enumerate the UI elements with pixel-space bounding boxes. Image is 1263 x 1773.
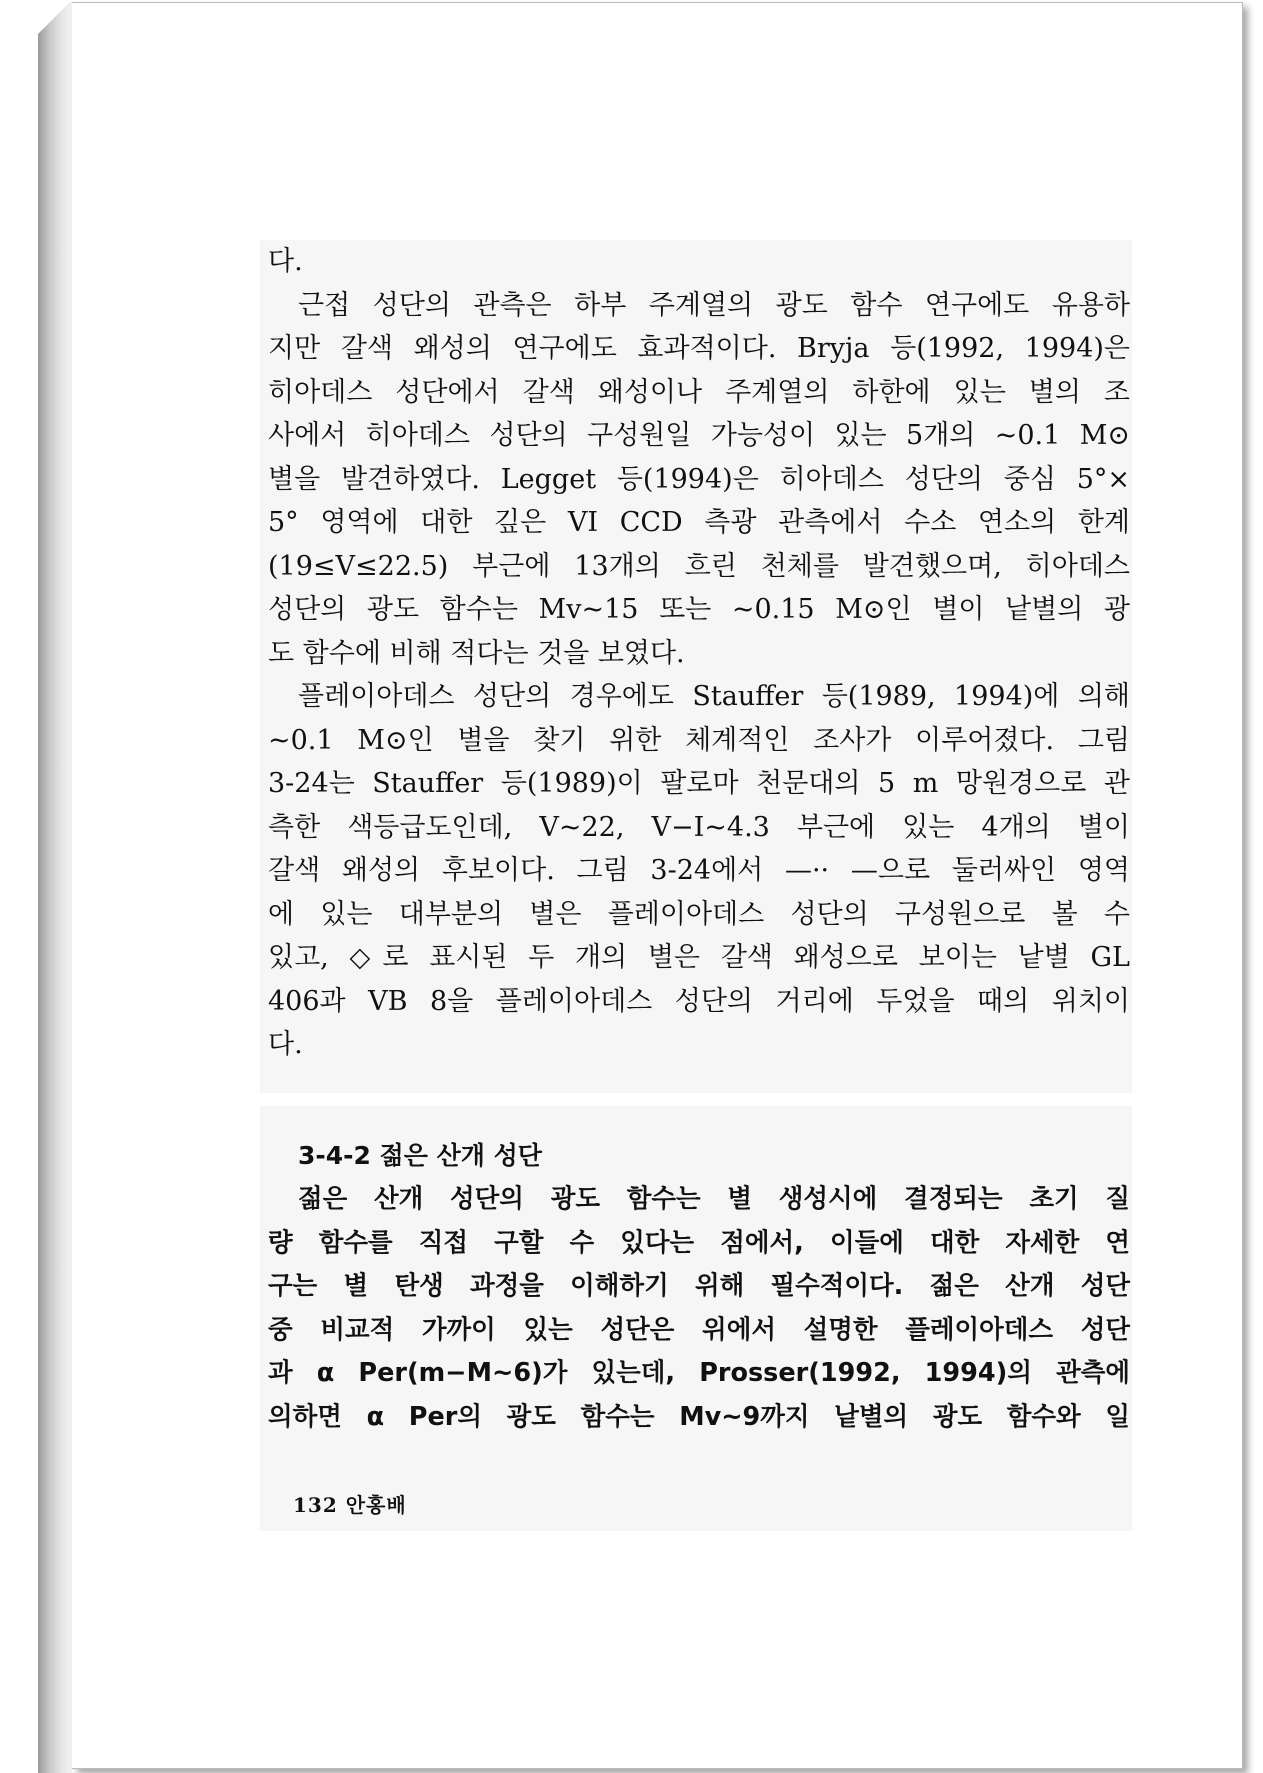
text-line: 사에서 히아데스 성단의 구성원일 가능성이 있는 5개의 ~0.1 M⊙ <box>268 420 1130 451</box>
text-line: 플레이아데스 성단의 경우에도 Stauffer 등(1989, 1994)에 의해 <box>298 681 1130 712</box>
text-line: 근접 성단의 관측은 하부 주계열의 광도 함수 연구에도 유용하 <box>298 289 1130 321</box>
book-spine <box>38 0 72 1773</box>
text-line: 히아데스 성단에서 갈색 왜성이나 주계열의 하한에 있는 별의 조 <box>268 376 1130 408</box>
paragraph-continued <box>268 240 1130 284</box>
text-line: ~0.1 M⊙인 별을 찾기 위한 체계적인 조사가 이루어졌다. 그림 <box>268 724 1130 756</box>
text-line: 다. <box>268 246 303 277</box>
page-folio: 132 안홍배 <box>293 1493 407 1517</box>
body-text-bottom <box>268 1178 1130 1439</box>
text-line: 갈색 왜성의 후보이다. 그림 3-24에서 —·· —으로 둘러싸인 영역 <box>268 855 1130 886</box>
text-line: 3-24는 Stauffer 등(1989)이 팔로마 천문대의 5 m 망원경으로 관 <box>268 768 1130 799</box>
text-line: 5° 영역에 대한 깊은 VI CCD 측광 관측에서 수소 연소의 한계 <box>268 507 1130 538</box>
paragraph-pleiades <box>268 675 1130 1067</box>
text-line: 406과 VB 8을 플레이아데스 성단의 거리에 두었을 때의 위치이 <box>268 985 1130 1017</box>
paragraph-nearby-clusters <box>268 284 1130 676</box>
text-line: 량 함수를 직접 구할 수 있다는 점에서, 이들에 대한 자세한 연 <box>268 1227 1130 1258</box>
text-line: 구는 별 탄생 과정을 이해하기 위해 필수적이다. 젊은 산개 성단 <box>268 1271 1130 1301</box>
text-line: (19≤V≤22.5) 부근에 13개의 흐린 천체를 발견했으며, 히아데스 <box>268 550 1130 582</box>
text-line: 지만 갈색 왜성의 연구에도 효과적이다. Bryja 등(1992, 1994)은 <box>268 333 1130 364</box>
text-line: 과 α Per(m−M~6)가 있는데, Prosser(1992, 1994)의 관측에 <box>268 1358 1130 1388</box>
text-line: 다. <box>268 1029 303 1060</box>
text-line: 젊은 산개 성단의 광도 함수는 별 생성시에 결정되는 초기 질 <box>298 1184 1130 1214</box>
book-corner <box>38 0 72 34</box>
text-line: 도 함수에 비해 적다는 것을 보였다. <box>268 637 685 669</box>
body-text-top <box>268 240 1130 1067</box>
text-line: 별을 발견하였다. Legget 등(1994)은 히아데스 성단의 중심 5°× <box>268 463 1130 495</box>
text-line: 중 비교적 가까이 있는 성단은 위에서 설명한 플레이아데스 성단 <box>268 1314 1130 1345</box>
text-line: 에 있는 대부분의 별은 플레이아데스 성단의 구성원으로 볼 수 <box>268 898 1130 930</box>
text-line: 측한 색등급도인데, V~22, V−I~4.3 부근에 있는 4개의 별이 <box>268 811 1130 843</box>
text-line: 있고, ◇로 표시된 두 개의 별은 갈색 왜성으로 보이는 낱별 GL <box>268 942 1130 973</box>
text-line: 의하면 α Per의 광도 함수는 Mv~9까지 낱별의 광도 함수와 일 <box>268 1401 1130 1432</box>
text-line: 성단의 광도 함수는 Mv~15 또는 ~0.15 M⊙인 별이 낱별의 광 <box>268 594 1130 625</box>
section-heading: 3-4-2 젊은 산개 성단 <box>298 1141 542 1170</box>
